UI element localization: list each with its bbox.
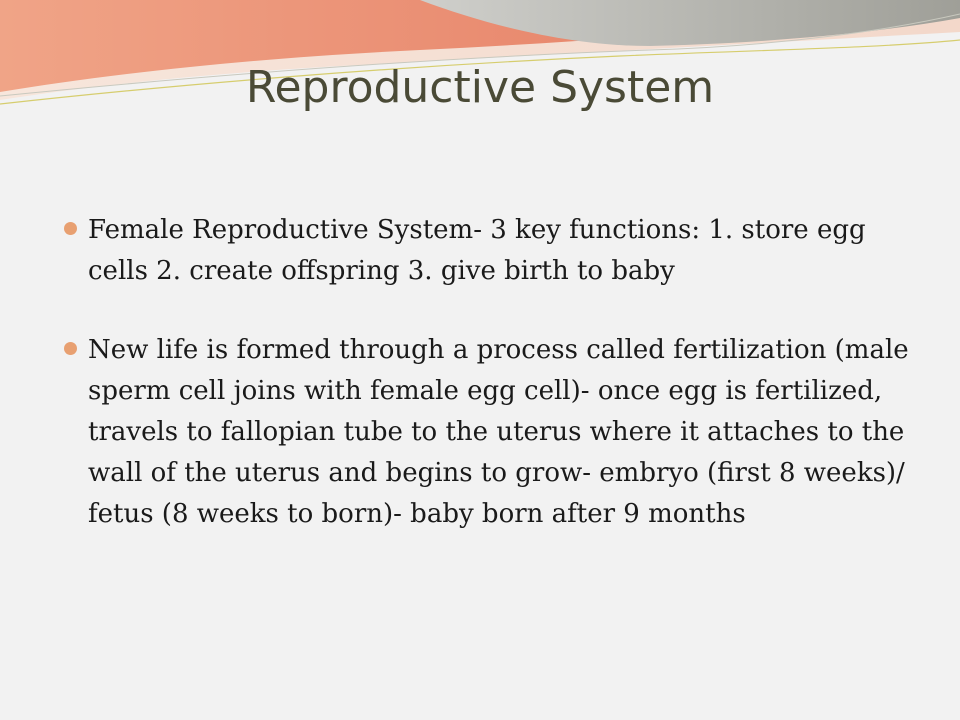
bullet-dot-icon <box>64 342 77 355</box>
bullet-list <box>64 210 914 573</box>
bullet-dot-icon <box>64 222 77 235</box>
bullet-text: Female Reproductive System- 3 key functions: 1. store egg cells 2. create offspring 3. give birth to baby <box>88 215 866 286</box>
bullet-text: New life is formed through a process called fertilization (male sperm cell joins with female egg cell)- once egg is fertilized, travels to fallopian tube to the uterus where it attaches to the wall of the uterus and begins to grow- embryo (first 8 weeks)/ fetus (8 weeks to born)- baby born after 9 months <box>88 335 909 529</box>
slide-title: Reproductive System <box>245 62 715 113</box>
bullet-item <box>64 330 914 535</box>
bullet-item <box>64 210 914 292</box>
